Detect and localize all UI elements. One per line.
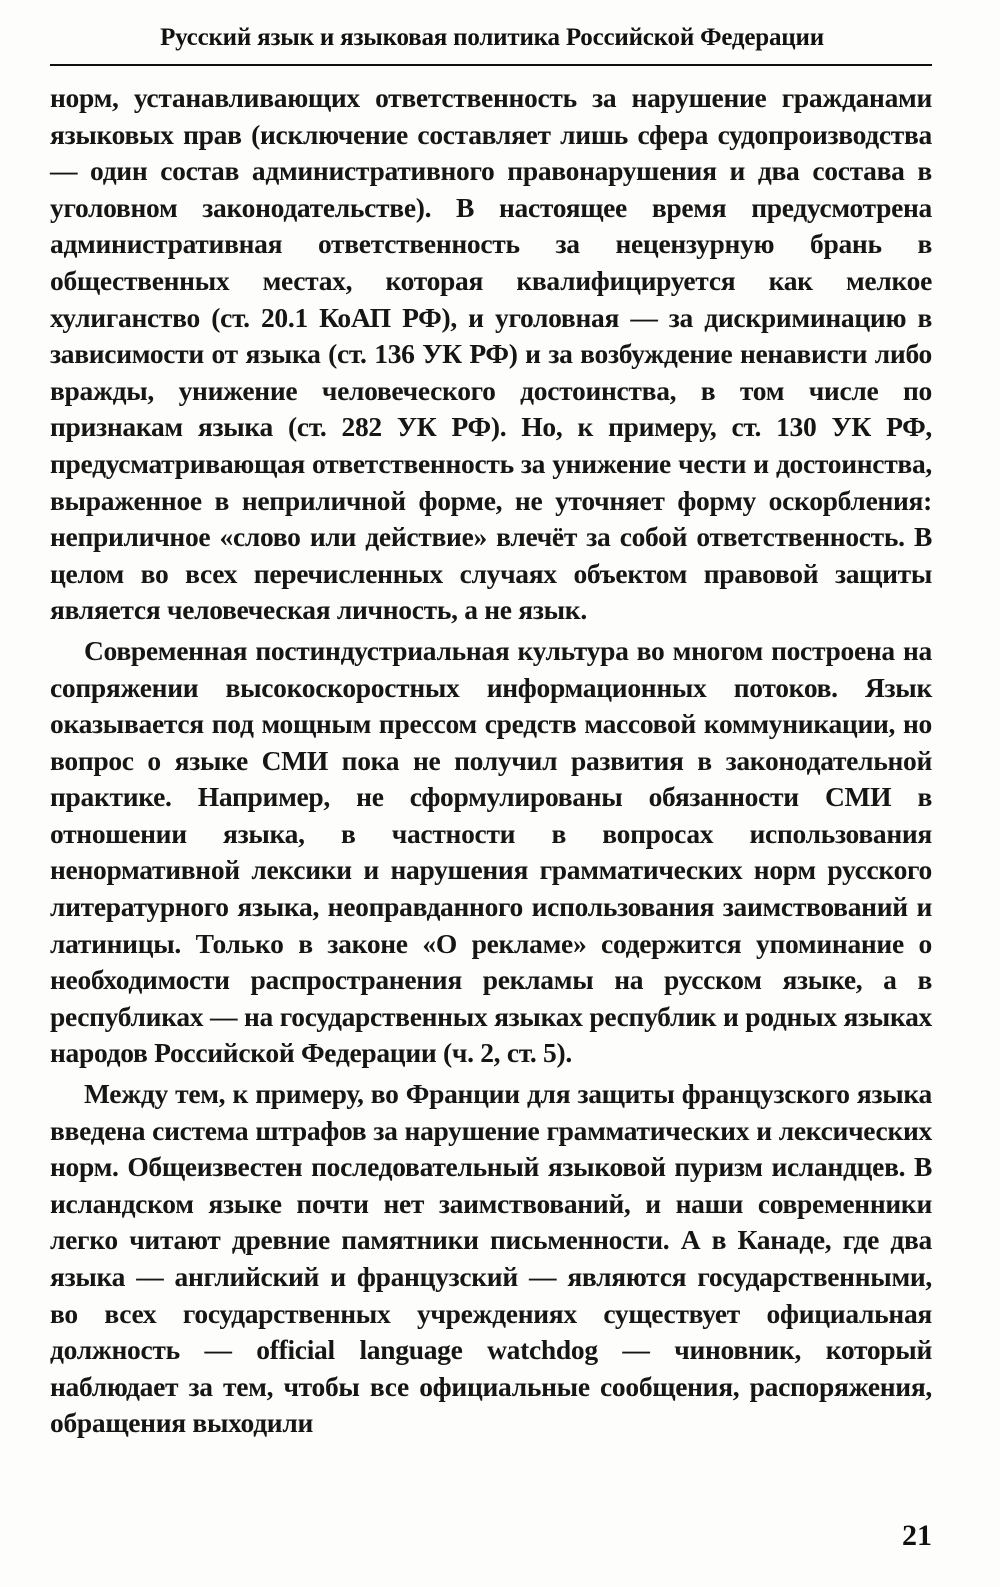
running-head: Русский язык и языковая политика Российской Федерации	[160, 24, 824, 51]
header-rule	[50, 64, 932, 66]
paragraph-1: норм, устанавливающих ответственность за нарушение гражданами языковых прав (исключение составляет лишь сфера судопроизводства — один состав административного правонарушения и два состава в уголовном законодательстве). В настоящее время предусмотрена административная ответственность за нецензурную брань в общественных местах, которая квалифицируется как мелкое хулиганство (ст. 20.1 КоАП РФ), и уголовная — за дискриминацию в зависимости от языка (ст. 136 УК РФ) и за возбуждение ненависти либо вражды, унижение человеческого достоинства, в том числе по признакам языка (ст. 282 УК РФ). Но, к примеру, ст. 130 УК РФ, предусматривающая ответственность за унижение чести и достоинства, выраженное в неприличной форме, не уточняет форму оскорбления: неприличное «слово или действие» влечёт за собой ответственность. В целом во всех перечисленных случаях объектом правовой защиты является человеческая личность, а не язык.	[50, 82, 932, 626]
page-number: 21	[902, 1519, 932, 1552]
body-text	[50, 80, 932, 1446]
paragraph-2: Современная постиндустриальная культура во многом построена на сопряжении высокоскоростных информационных потоков. Язык оказывается под мощным прессом средств массовой коммуникации, но вопрос о языке СМИ пока не получил развития в законодательной практике. Например, не сформулированы обязанности СМИ в отношении языка, в частности в вопросах использования ненормативной лексики и нарушения грамматических норм русского литературного языка, неоправданного использования заимствований и латиницы. Только в законе «О рекламе» содержится упоминание о необходимости распространения рекламы на русском языке, а в республиках — на государственных языках республик и родных языках народов Российской Федерации (ч. 2, ст. 5).	[50, 634, 932, 1069]
paragraph-3: Между тем, к примеру, во Франции для защиты французского языка введена система штрафов за нарушение грамматических и лексических норм. Общеизвестен последовательный языковой пуризм исландцев. В исландском языке почти нет заимствований, и наши современники легко читают древние памятники письменности. А в Канаде, где два языка — английский и французский — являются государственными, во всех государственных учреждениях существует официальная должность — official language watchdog — чиновник, который наблюдает за тем, чтобы все официальные сообщения, распоряжения, обращения выходили	[50, 1078, 932, 1439]
